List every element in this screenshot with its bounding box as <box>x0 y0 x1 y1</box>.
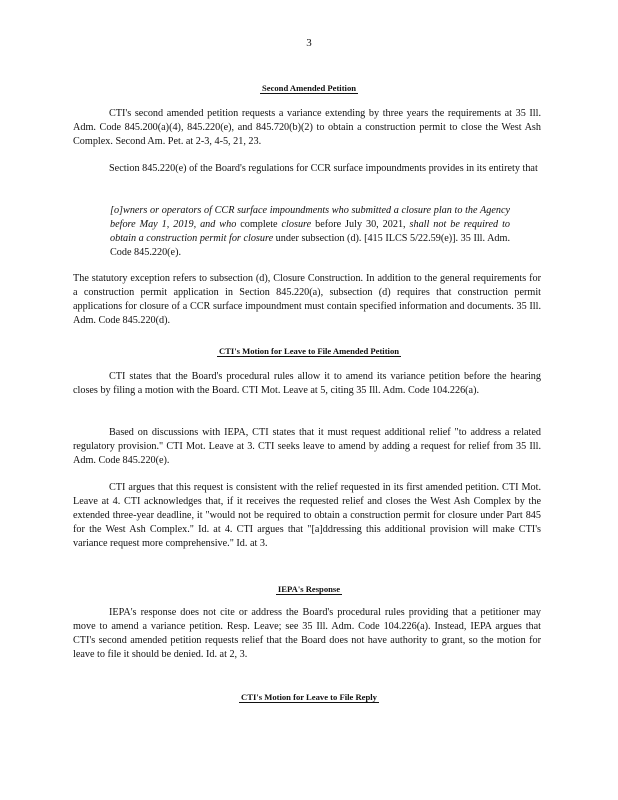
page-number: 3 <box>306 37 312 49</box>
heading-motion-leave-reply: CTI's Motion for Leave to File Reply <box>241 692 377 702</box>
heading-motion-leave-amended: CTI's Motion for Leave to File Amended Petition <box>218 346 400 356</box>
paragraph-statutory-exception: The statutory exception refers to subsection (d), Closure Construction. In addition to the general requirements for a construction permit application in Section 845.220(a), subsection (d) requires that construction permit applications for closure of a CCR surface impoundment must contain specified information and documents. 35 Ill. Adm. Code 845.220(d). <box>73 273 541 326</box>
paragraph-iepa-discussions: Based on discussions with IEPA, CTI states that it must request additional relief "to address a related regulatory provision." CTI Mot. Leave at 3. CTI seeks leave to amend by adding a request for relief from 35 Ill. Adm. Code 845.220(e). <box>73 427 541 466</box>
paragraph-procedural-rules: CTI states that the Board's procedural rules allow it to amend its variance petition before the hearing closes by filing a motion with the Board. CTI Mot. Leave at 5, citing 35 Ill. Adm. Code 104.226(a). <box>73 371 541 396</box>
paragraph-cti-argues: CTI argues that this request is consistent with the relief requested in its first amended petition. CTI Mot. Leave at 4. CTI acknowledges that, if it receives the requested relief and closes the West Ash Complex by the extended three-year deadline, it "would not be required to obtain a construction permit for closure under Part 845 for the West Ash Complex." Id. at 4. CTI argues that "[a]ddressing this additional provision will make CTI's variance request more comprehensive." Id. at 3. <box>73 482 541 549</box>
heading-second-amended-petition: Second Amended Petition <box>261 83 357 93</box>
block-quote-845-220e: [o]wners or operators of CCR surface impoundments who submitted a closure plan to the Agency before May 1, 2019, and who complete closure before July 30, 2021, shall not be required to obtain a construction permit for closure under subsection (d). [415 ILCS 5/22.59(e)]. 35 Ill. Adm. Code 845.220(e). <box>110 205 511 258</box>
paragraph-variance-request: CTI's second amended petition requests a variance extending by three years the requirements at 35 Ill. Adm. Code 845.200(a)(4), 845.220(e), and 845.720(b)(2) to obtain a construction permit to close the West Ash Complex. Second Am. Pet. at 2-3, 4-5, 21, 23. <box>73 108 541 147</box>
heading-iepa-response: IEPA's Response <box>277 584 341 594</box>
paragraph-iepa-response: IEPA's response does not cite or address the Board's procedural rules providing that a petitioner may move to amend a variance petition. Resp. Leave; see 35 Ill. Adm. Code 104.226(a). Instead, IEPA argues that CTI's second amended petition requests relief that the Board does not have authority to grant, so the motion for leave to file it should be denied. Id. at 2, 3. <box>73 607 541 660</box>
paragraph-section-845-220e: Section 845.220(e) of the Board's regulations for CCR surface impoundments provides in its entirety that <box>109 163 538 174</box>
